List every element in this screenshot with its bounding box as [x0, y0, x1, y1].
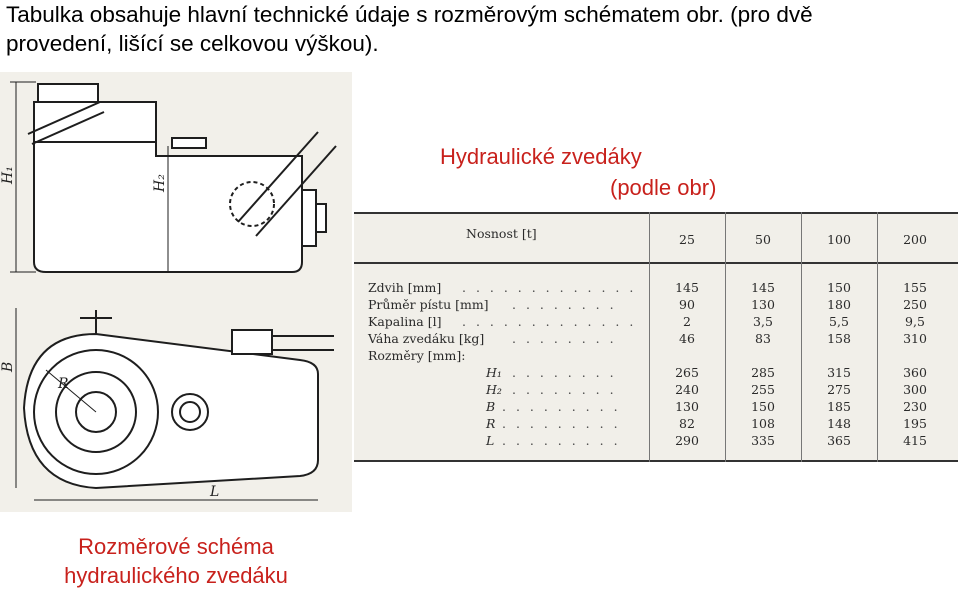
table-cell: 195: [903, 416, 927, 431]
table-header-col: 200: [903, 232, 927, 247]
leader-dots: . . . . . . . .: [512, 297, 617, 312]
table-row-label: H₁: [486, 365, 502, 380]
jack-cap: [38, 84, 98, 102]
table-cell: 185: [827, 399, 851, 414]
table-cell: 335: [751, 433, 775, 448]
table-row-label: Váha zvedáku [kg]: [368, 331, 485, 346]
diagram-caption: [14, 532, 338, 590]
table-cell: 250: [903, 297, 927, 312]
table-subtitle: (podle obr): [610, 175, 717, 200]
leader-dots: . . . . . . . . . . . . .: [462, 314, 637, 329]
table-cell: 5,5: [829, 314, 849, 329]
table-cell: 255: [751, 382, 775, 397]
table-cell: 3,5: [753, 314, 773, 329]
bolt-head: [232, 330, 272, 354]
table-cell: 150: [827, 280, 851, 295]
table-cell: 130: [675, 399, 699, 414]
table-cell: 275: [827, 382, 851, 397]
leader-dots: . . . . . . . .: [512, 365, 617, 380]
label-h2: H₂: [152, 174, 168, 192]
table-header-col: 50: [755, 232, 771, 247]
table-header-col: 25: [679, 232, 695, 247]
leader-dots: . . . . . . . . .: [502, 433, 621, 448]
table-col-divider-4: [877, 212, 878, 462]
table-title: Hydraulické zvedáky: [440, 144, 642, 169]
release-valve-knob: [316, 204, 326, 232]
leader-dots: . . . . . . . .: [512, 331, 617, 346]
table-cell: 130: [751, 297, 775, 312]
table-cell: 90: [679, 297, 695, 312]
table-cell: 148: [827, 416, 851, 431]
table-cell: 46: [679, 331, 695, 346]
label-r: R: [58, 376, 69, 392]
table-cell: 365: [827, 433, 851, 448]
table-header-col: 100: [827, 232, 851, 247]
table-cell: 240: [675, 382, 699, 397]
intro-paragraph: [6, 0, 956, 58]
table-cell: 290: [675, 433, 699, 448]
table-row-label: Zdvih [mm]: [368, 280, 442, 295]
jack-dimension-drawing: [0, 72, 352, 512]
table-col-divider-2: [725, 212, 726, 462]
table-cell: 145: [751, 280, 775, 295]
table-cell: 265: [675, 365, 699, 380]
leader-dots: . . . . . . . . .: [502, 416, 621, 431]
table-bottom-rule: [354, 460, 958, 462]
table-col-divider-3: [801, 212, 802, 462]
table-cell: 310: [903, 331, 927, 346]
table-row-label: R: [486, 416, 496, 431]
table-cell: 230: [903, 399, 927, 414]
jack-fill-plug: [172, 138, 206, 148]
leader-dots: . . . . . . . . .: [502, 399, 621, 414]
table-header-rule: [354, 262, 958, 264]
table-col-divider-1: [649, 212, 650, 462]
table-cell: 315: [827, 365, 851, 380]
table-cell: 145: [675, 280, 699, 295]
table-cell: 82: [679, 416, 695, 431]
table-row-label: B: [486, 399, 496, 414]
table-cell: 9,5: [905, 314, 925, 329]
table-cell: 83: [755, 331, 771, 346]
table-cell: 155: [903, 280, 927, 295]
table-row-label: H₂: [486, 382, 502, 397]
label-h1: H₁: [0, 166, 16, 184]
table-row-label: L: [486, 433, 495, 448]
table-row-label: Průměr pístu [mm]: [368, 297, 489, 312]
table-row-label: Rozměry [mm]:: [368, 348, 466, 363]
table-row-label: Kapalina [l]: [368, 314, 442, 329]
table-cell: 158: [827, 331, 851, 346]
table-cell: 415: [903, 433, 927, 448]
table-cell: 300: [903, 382, 927, 397]
table-cell: 285: [751, 365, 775, 380]
diagram-caption-line-1: Rozměrové schéma: [78, 534, 274, 559]
spec-table: [354, 212, 958, 462]
table-cell: 2: [683, 314, 691, 329]
table-cell: 180: [827, 297, 851, 312]
leader-dots: . . . . . . . .: [512, 382, 617, 397]
intro-line-2: provedení, lišící se celkovou výškou).: [6, 31, 379, 56]
diagram-caption-line-2: hydraulického zvedáku: [64, 563, 288, 588]
table-header-label: Nosnost [t]: [466, 226, 537, 241]
release-valve: [302, 190, 316, 246]
table-top-rule: [354, 212, 958, 214]
label-b: B: [0, 361, 16, 372]
leader-dots: . . . . . . . . . . . . .: [462, 280, 637, 295]
table-cell: 360: [903, 365, 927, 380]
label-l: L: [210, 484, 220, 500]
table-cell: 108: [751, 416, 775, 431]
table-cell: 150: [751, 399, 775, 414]
intro-line-1: Tabulka obsahuje hlavní technické údaje s rozměrovým schématem obr. (pro dvě: [6, 2, 813, 27]
